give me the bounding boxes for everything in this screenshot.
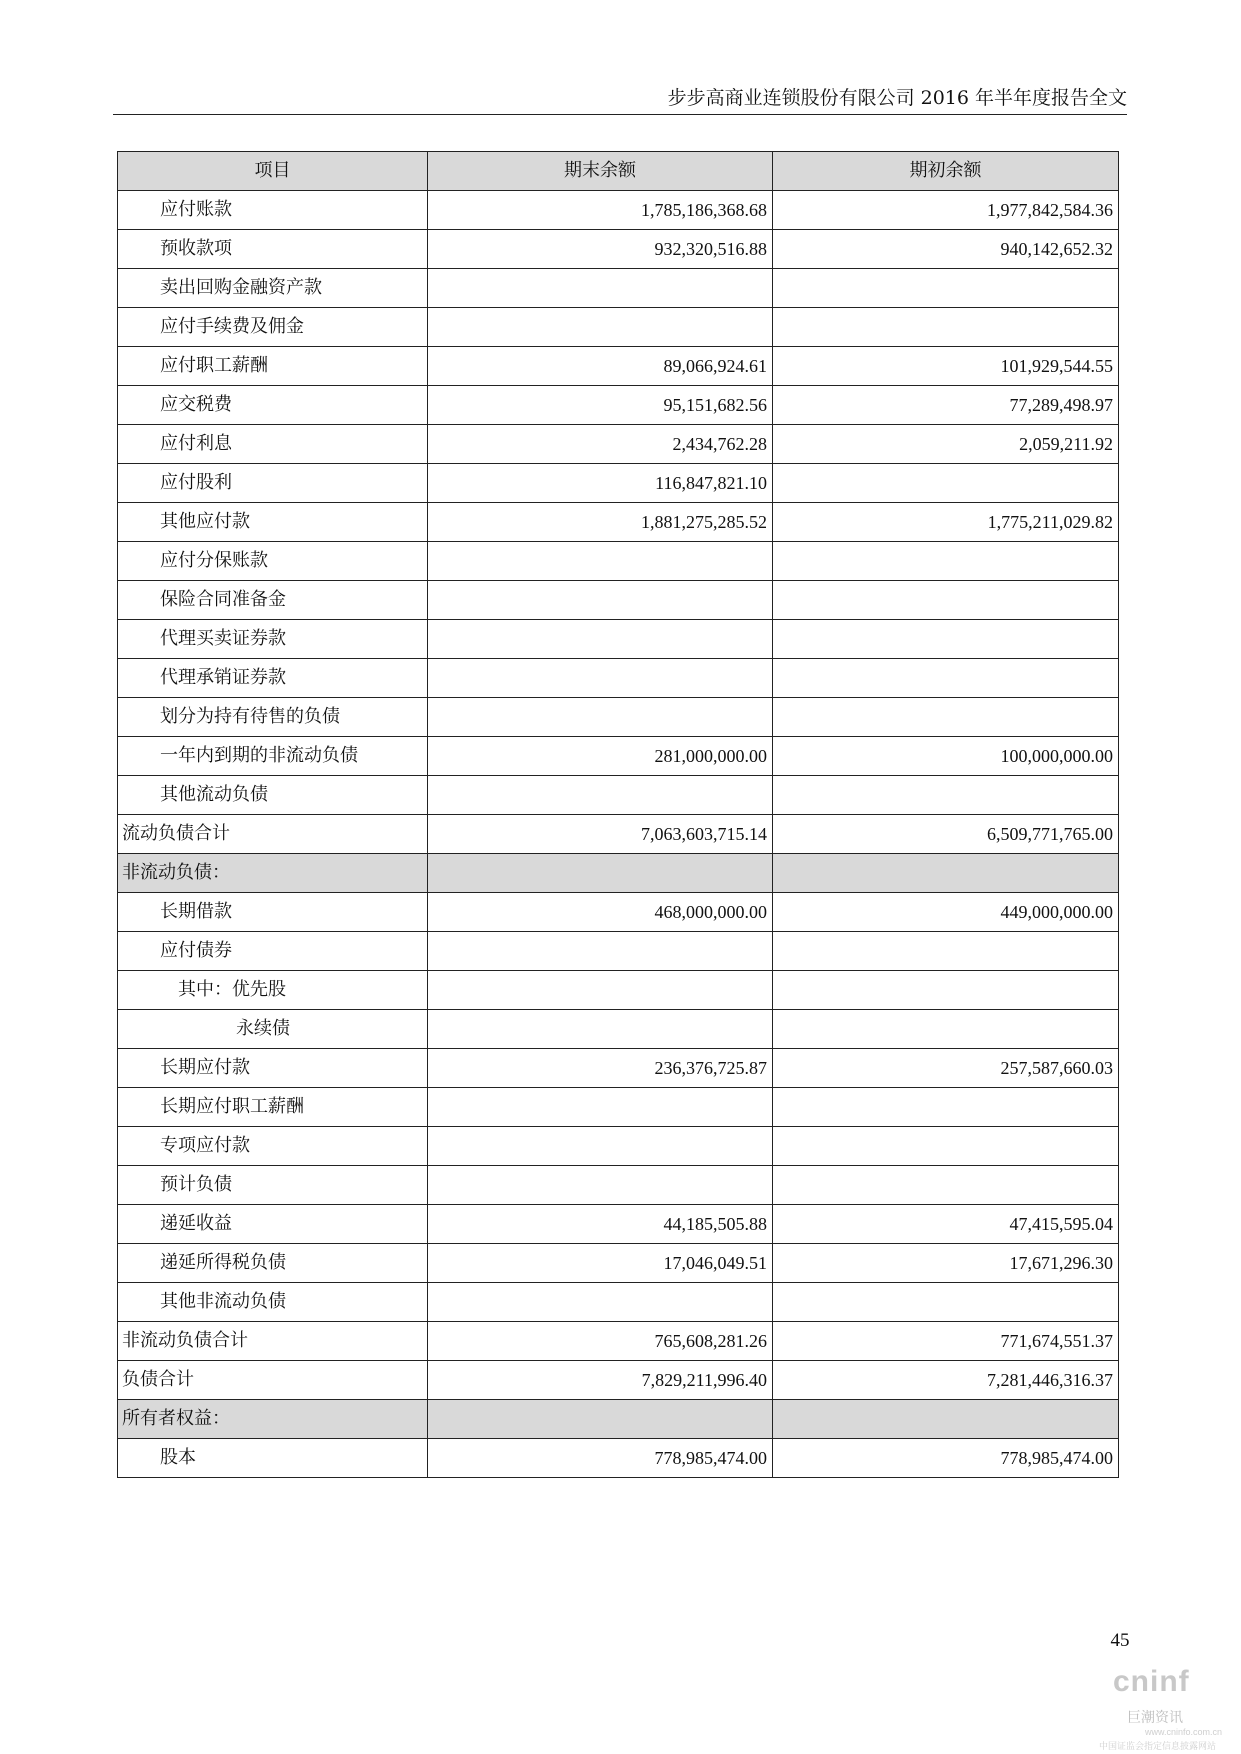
table-row: [118, 1244, 1119, 1283]
row-label: 应付职工薪酬: [118, 347, 428, 386]
row-label: 所有者权益：: [118, 1400, 428, 1439]
row-label: 保险合同准备金: [118, 581, 428, 620]
end-balance-cell: 765,608,281.26: [428, 1322, 773, 1361]
end-balance-cell: 932,320,516.88: [428, 230, 773, 269]
row-label: 负债合计: [118, 1361, 428, 1400]
end-balance-cell: 236,376,725.87: [428, 1049, 773, 1088]
table-row: [118, 581, 1119, 620]
balance-sheet-table: [117, 151, 1119, 1478]
end-balance-cell: 89,066,924.61: [428, 347, 773, 386]
logo-url: www.cninfo.com.cn: [1145, 1727, 1223, 1737]
cninfo-watermark-logo: [1099, 1665, 1235, 1752]
begin-balance-cell: [773, 932, 1119, 971]
begin-balance-cell: 77,289,498.97: [773, 386, 1119, 425]
row-label: 其他非流动负债: [118, 1283, 428, 1322]
begin-balance-cell: [773, 854, 1119, 893]
begin-balance-cell: 17,671,296.30: [773, 1244, 1119, 1283]
row-label: 永续债: [118, 1010, 428, 1049]
row-label: 应付分保账款: [118, 542, 428, 581]
begin-balance-cell: 940,142,652.32: [773, 230, 1119, 269]
table-row: [118, 542, 1119, 581]
table-row: [118, 1361, 1119, 1400]
end-balance-cell: 2,434,762.28: [428, 425, 773, 464]
row-label: 长期应付款: [118, 1049, 428, 1088]
begin-balance-cell: [773, 776, 1119, 815]
row-label: 其他流动负债: [118, 776, 428, 815]
table-row: [118, 1166, 1119, 1205]
row-label: 其中：优先股: [118, 971, 428, 1010]
table-row: [118, 854, 1119, 893]
row-label: 应付股利: [118, 464, 428, 503]
begin-balance-cell: [773, 464, 1119, 503]
table-row: [118, 230, 1119, 269]
page-number: 45: [1110, 1630, 1130, 1651]
end-balance-cell: [428, 581, 773, 620]
end-balance-cell: 1,881,275,285.52: [428, 503, 773, 542]
end-balance-cell: [428, 698, 773, 737]
table-row: [118, 1439, 1119, 1478]
begin-balance-cell: 1,775,211,029.82: [773, 503, 1119, 542]
row-label: 划分为持有待售的负债: [118, 698, 428, 737]
table-row: [118, 659, 1119, 698]
end-balance-cell: [428, 1166, 773, 1205]
begin-balance-cell: [773, 542, 1119, 581]
begin-balance-cell: [773, 269, 1119, 308]
row-label: 代理承销证券款: [118, 659, 428, 698]
row-label: 预收款项: [118, 230, 428, 269]
row-label: 代理买卖证券款: [118, 620, 428, 659]
page-header: 步步高商业连锁股份有限公司 2016 年半年度报告全文: [667, 87, 1127, 109]
table-row: [118, 815, 1119, 854]
table-row: [118, 893, 1119, 932]
table-row: [118, 1127, 1119, 1166]
begin-balance-cell: [773, 659, 1119, 698]
header-rule: [113, 114, 1127, 115]
row-label: 预计负债: [118, 1166, 428, 1205]
begin-balance-cell: 778,985,474.00: [773, 1439, 1119, 1478]
row-label: 递延所得税负债: [118, 1244, 428, 1283]
column-header-begin-balance: 期初余额: [773, 152, 1119, 191]
table-row: [118, 1283, 1119, 1322]
begin-balance-cell: [773, 620, 1119, 659]
end-balance-cell: 7,829,211,996.40: [428, 1361, 773, 1400]
end-balance-cell: [428, 659, 773, 698]
end-balance-cell: 95,151,682.56: [428, 386, 773, 425]
end-balance-cell: 281,000,000.00: [428, 737, 773, 776]
table-row: [118, 620, 1119, 659]
begin-balance-cell: [773, 1088, 1119, 1127]
row-label: 非流动负债合计: [118, 1322, 428, 1361]
logo-footnote: 中国证监会指定信息披露网站: [1099, 1742, 1217, 1752]
row-label: 递延收益: [118, 1205, 428, 1244]
table-row: [118, 932, 1119, 971]
row-label: 长期借款: [118, 893, 428, 932]
begin-balance-cell: 47,415,595.04: [773, 1205, 1119, 1244]
table-row: [118, 737, 1119, 776]
end-balance-cell: [428, 1010, 773, 1049]
begin-balance-cell: 6,509,771,765.00: [773, 815, 1119, 854]
row-label: 非流动负债：: [118, 854, 428, 893]
begin-balance-cell: [773, 1400, 1119, 1439]
end-balance-cell: [428, 542, 773, 581]
table-row: [118, 308, 1119, 347]
begin-balance-cell: [773, 1283, 1119, 1322]
end-balance-cell: [428, 269, 773, 308]
end-balance-cell: [428, 620, 773, 659]
table-row: [118, 347, 1119, 386]
begin-balance-cell: 100,000,000.00: [773, 737, 1119, 776]
logo-wordmark: cninf: [1113, 1665, 1190, 1698]
row-label: 专项应付款: [118, 1127, 428, 1166]
begin-balance-cell: 101,929,544.55: [773, 347, 1119, 386]
table-row: [118, 1400, 1119, 1439]
end-balance-cell: [428, 971, 773, 1010]
row-label: 应付利息: [118, 425, 428, 464]
begin-balance-cell: 7,281,446,316.37: [773, 1361, 1119, 1400]
begin-balance-cell: 2,059,211.92: [773, 425, 1119, 464]
table-row: [118, 191, 1119, 230]
begin-balance-cell: [773, 1010, 1119, 1049]
table-row: [118, 1088, 1119, 1127]
end-balance-cell: [428, 1400, 773, 1439]
end-balance-cell: [428, 1127, 773, 1166]
table-row: [118, 386, 1119, 425]
end-balance-cell: [428, 932, 773, 971]
begin-balance-cell: [773, 308, 1119, 347]
begin-balance-cell: 257,587,660.03: [773, 1049, 1119, 1088]
table-row: [118, 1205, 1119, 1244]
table-row: [118, 425, 1119, 464]
end-balance-cell: [428, 854, 773, 893]
logo-chinese-name: 巨潮资讯: [1127, 1710, 1183, 1726]
end-balance-cell: 44,185,505.88: [428, 1205, 773, 1244]
row-label: 股本: [118, 1439, 428, 1478]
table-header-row: [118, 152, 1119, 191]
end-balance-cell: [428, 1088, 773, 1127]
table-row: [118, 971, 1119, 1010]
begin-balance-cell: [773, 1127, 1119, 1166]
row-label: 其他应付款: [118, 503, 428, 542]
table-body: [118, 191, 1119, 1478]
row-label: 应付手续费及佣金: [118, 308, 428, 347]
row-label: 应付债券: [118, 932, 428, 971]
row-label: 卖出回购金融资产款: [118, 269, 428, 308]
table-row: [118, 776, 1119, 815]
end-balance-cell: [428, 308, 773, 347]
begin-balance-cell: [773, 971, 1119, 1010]
row-label: 一年内到期的非流动负债: [118, 737, 428, 776]
end-balance-cell: [428, 1283, 773, 1322]
column-header-item: 项目: [118, 152, 428, 191]
table-row: [118, 1049, 1119, 1088]
table-row: [118, 464, 1119, 503]
row-label: 流动负债合计: [118, 815, 428, 854]
row-label: 应付账款: [118, 191, 428, 230]
table-row: [118, 698, 1119, 737]
end-balance-cell: 1,785,186,368.68: [428, 191, 773, 230]
end-balance-cell: 468,000,000.00: [428, 893, 773, 932]
column-header-end-balance: 期末余额: [428, 152, 773, 191]
begin-balance-cell: 449,000,000.00: [773, 893, 1119, 932]
table-row: [118, 503, 1119, 542]
table-row: [118, 269, 1119, 308]
end-balance-cell: 116,847,821.10: [428, 464, 773, 503]
begin-balance-cell: 771,674,551.37: [773, 1322, 1119, 1361]
row-label: 长期应付职工薪酬: [118, 1088, 428, 1127]
begin-balance-cell: [773, 698, 1119, 737]
end-balance-cell: [428, 776, 773, 815]
begin-balance-cell: [773, 1166, 1119, 1205]
row-label: 应交税费: [118, 386, 428, 425]
table-row: [118, 1322, 1119, 1361]
begin-balance-cell: 1,977,842,584.36: [773, 191, 1119, 230]
begin-balance-cell: [773, 581, 1119, 620]
end-balance-cell: 7,063,603,715.14: [428, 815, 773, 854]
end-balance-cell: 778,985,474.00: [428, 1439, 773, 1478]
end-balance-cell: 17,046,049.51: [428, 1244, 773, 1283]
table-row: [118, 1010, 1119, 1049]
